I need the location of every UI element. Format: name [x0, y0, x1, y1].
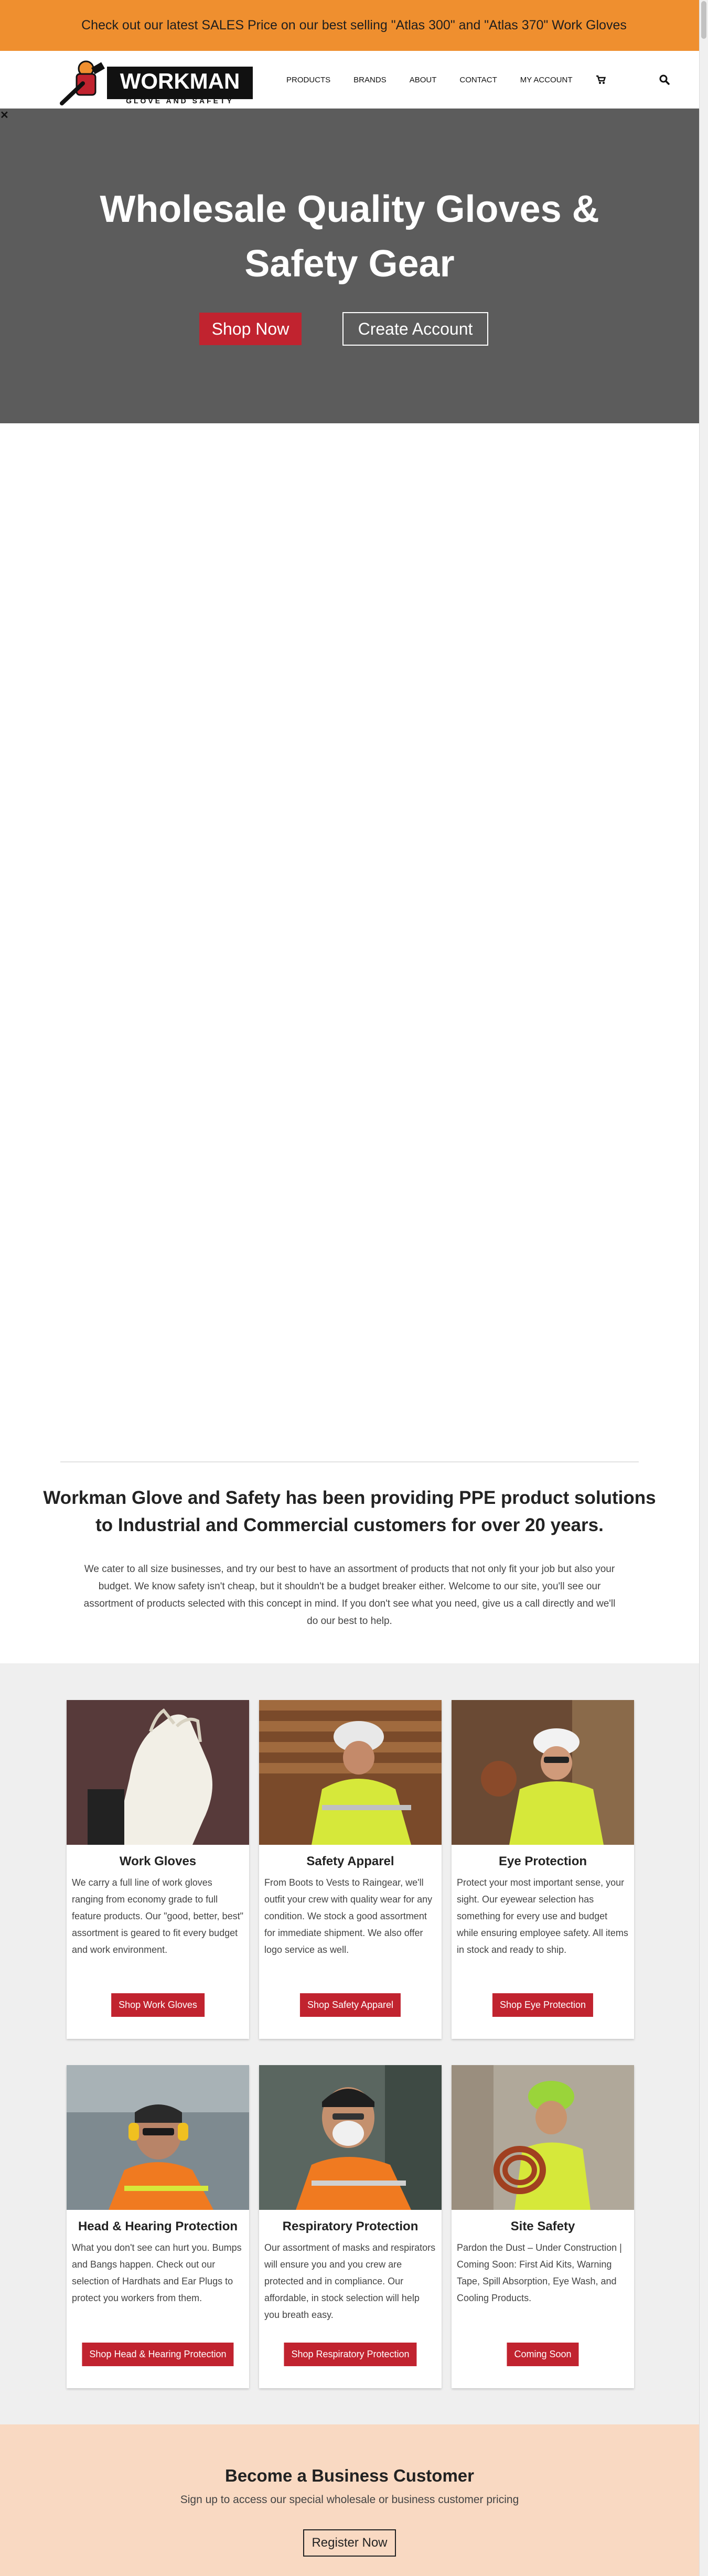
promo-bar[interactable]	[0, 0, 708, 51]
card-text: Our assortment of masks and respirators will ensure you and you crew are protected and in compliance. Our affordable, in stock selection will help you breath easy.	[264, 2242, 436, 2320]
product-categories	[0, 1663, 699, 2424]
card-text: From Boots to Vests to Raingear, we'll outfit your crew with quality wear for any condition. We stock a good assortment for immediate shipment. We also offer logo service as well.	[264, 1877, 433, 1955]
card-text: We carry a full line of work gloves ranging from economy grade to full feature products. Our "good, better, best" assortment is geared to fit every budget and work environment.	[72, 1877, 243, 1955]
hero-title	[0, 182, 699, 291]
shop-now-button[interactable]: Shop Now	[199, 313, 302, 345]
nav-about[interactable]: ABOUT	[409, 75, 437, 84]
work-gloves-image	[67, 1700, 249, 1845]
card-safety-apparel	[259, 1700, 442, 2039]
respiratory-image	[259, 2065, 442, 2210]
card-text: What you don't see can hurt you. Bumps and Bangs happen. Check out our selection of Hardhats and Ear Plugs to protect you workers from them.	[72, 2242, 242, 2303]
workman-logo[interactable]	[59, 54, 255, 105]
logo-subtext: GLOVE AND SAFETY	[126, 97, 234, 105]
coming-soon-button[interactable]: Coming Soon	[507, 2343, 578, 2366]
promo-text[interactable]: Check out our latest SALES Price on our best selling "Atlas 300" and "Atlas 370" Work Gloves	[81, 18, 627, 33]
intro-title: Workman Glove and Safety has been providing PPE product solutions to Industrial and Commercial customers for over 20 years.	[43, 1488, 656, 1535]
section-divider	[60, 1461, 639, 1462]
card-text: Protect your most important sense, your sight. Our eyewear selection has something for every use and budget while ensuring employee safety. All items in stock and ready to ship.	[457, 1877, 628, 1955]
card-title: Head & Hearing Protection	[78, 2219, 238, 2233]
site-safety-image	[452, 2065, 634, 2210]
card-text: Pardon the Dust – Under Construction | Coming Soon: First Aid Kits, Warning Tape, Spill Absorption, Eye Wash, and Cooling Products.	[457, 2242, 622, 2303]
card-title: Eye Protection	[498, 1854, 587, 1868]
nav-contact[interactable]: CONTACT	[459, 75, 497, 84]
site-header	[0, 51, 708, 109]
business-title: Become a Business Customer	[224, 2466, 474, 2485]
head-hearing-image	[67, 2065, 249, 2210]
intro-text: We cater to all size businesses, and try our best to have an assortment of products that not only fit your job but also your budget. We know safety isn't cheap, but it shouldn't be a budget breaker either. Welcome to our site, you'll see our assortment of products selected with this concept in mind. If you don't see what you need, give us a call directly and we'll do our best to help.	[83, 1564, 616, 1627]
nav-products[interactable]: PRODUCTS	[286, 75, 331, 84]
register-now-button[interactable]: Register Now	[303, 2529, 396, 2557]
nav-my-account[interactable]: MY ACCOUNT	[520, 75, 573, 84]
logo-text: WORKMAN	[120, 69, 240, 93]
card-title: Respiratory Protection	[282, 2219, 419, 2233]
hero-title-line1: Wholesale Quality Gloves &	[100, 188, 599, 230]
shop-respiratory-button[interactable]: Shop Respiratory Protection	[284, 2343, 416, 2366]
business-text: Sign up to access our special wholesale or business customer pricing	[180, 2494, 519, 2506]
card-site-safety	[452, 2065, 634, 2388]
page-scrollbar[interactable]	[699, 0, 708, 2576]
card-title: Site Safety	[510, 2219, 575, 2233]
card-work-gloves	[67, 1700, 249, 2039]
close-icon[interactable]: ✕	[0, 110, 9, 121]
card-title: Safety Apparel	[306, 1854, 394, 1868]
business-customer-section	[0, 2424, 699, 2576]
main-nav	[286, 51, 606, 109]
scrollbar-thumb[interactable]	[701, 1, 706, 39]
eye-protection-image	[452, 1700, 634, 1845]
create-account-button[interactable]: Create Account	[342, 312, 488, 346]
cart-icon[interactable]	[596, 74, 606, 85]
card-title: Work Gloves	[119, 1854, 197, 1868]
search-icon[interactable]	[659, 74, 670, 85]
card-head-hearing	[67, 2065, 249, 2388]
nav-brands[interactable]: BRANDS	[353, 75, 387, 84]
shop-work-gloves-button[interactable]: Shop Work Gloves	[111, 1993, 205, 2017]
hero-title-line2: Safety Gear	[244, 243, 455, 285]
card-respiratory	[259, 2065, 442, 2388]
shop-head-hearing-button[interactable]: Shop Head & Hearing Protection	[82, 2343, 233, 2366]
hero-banner	[0, 109, 699, 423]
safety-apparel-image	[259, 1700, 442, 1845]
card-eye-protection	[452, 1700, 634, 2039]
shop-eye-protection-button[interactable]: Shop Eye Protection	[492, 1993, 593, 2017]
shop-safety-apparel-button[interactable]: Shop Safety Apparel	[300, 1993, 401, 2017]
